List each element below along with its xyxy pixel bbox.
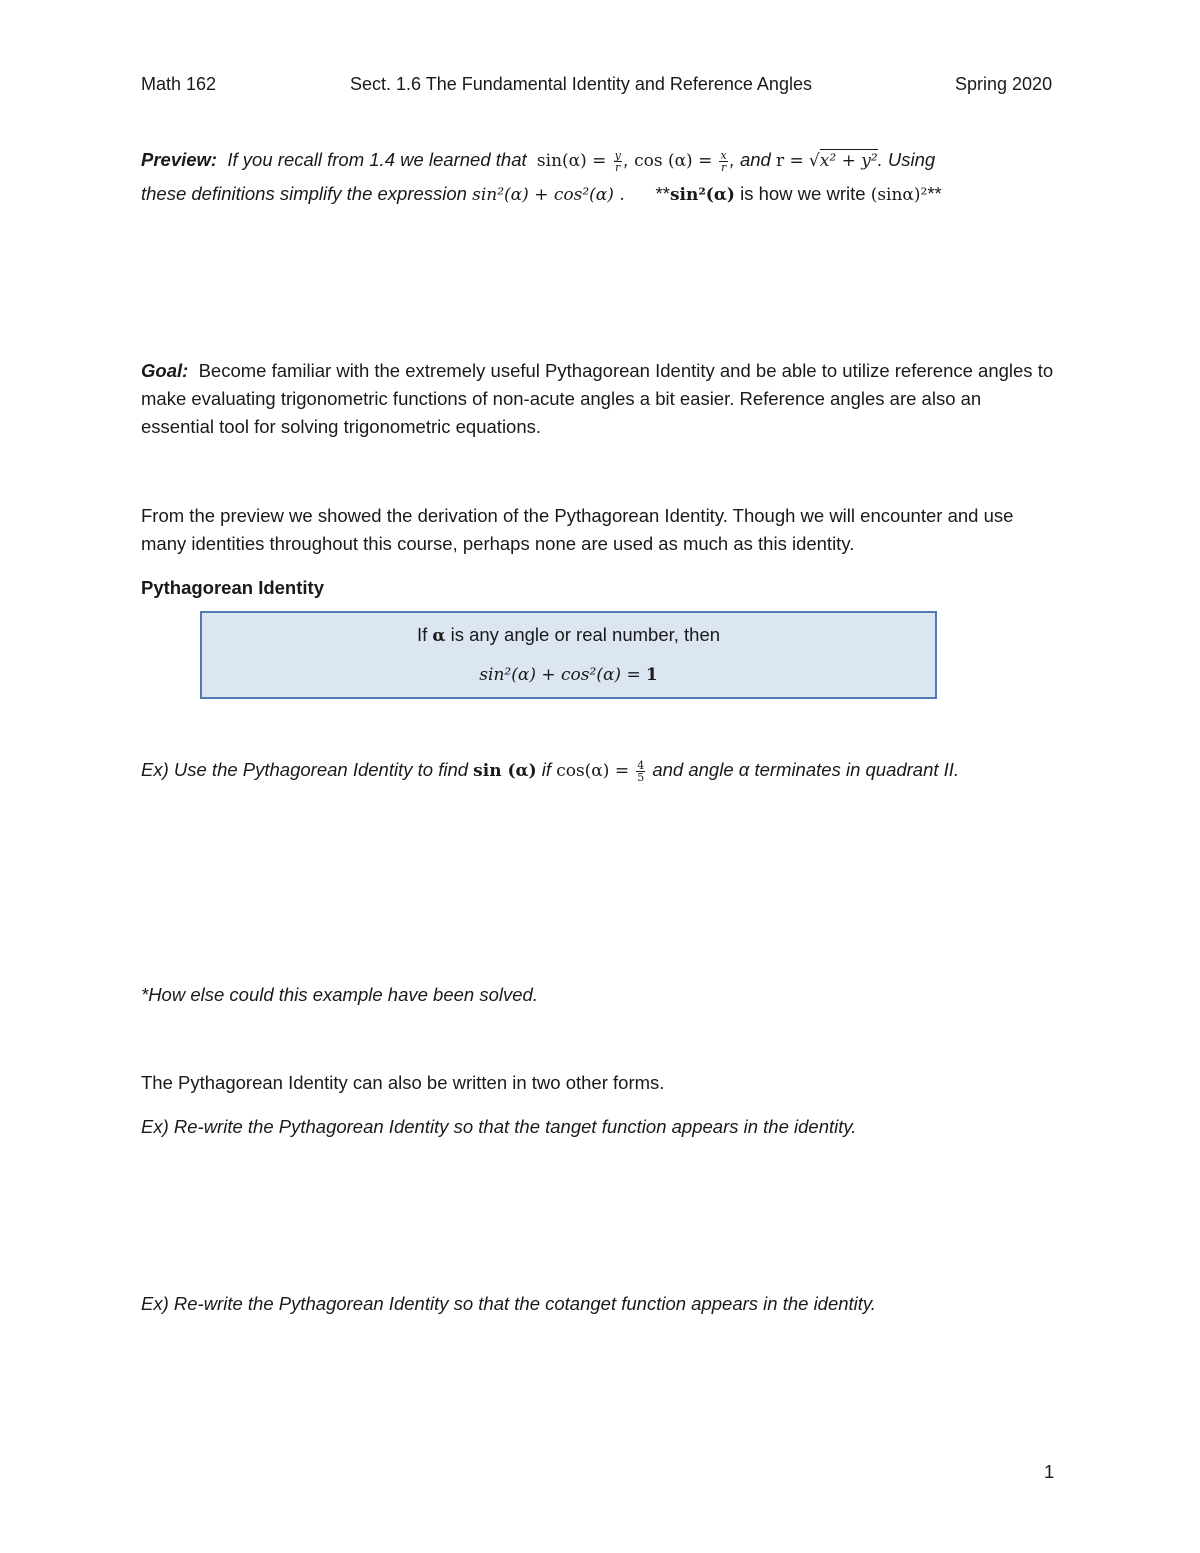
sin-definition: sin(α) = [536, 151, 607, 171]
example-1-post: and angle α terminates in quadrant II. [652, 759, 960, 780]
preview-expression: sin²(α) + cos²(α) . [472, 185, 625, 205]
identity-formula: sin²(α) + cos²(α) = [479, 665, 641, 685]
goal-paragraph [141, 357, 1056, 441]
identity-box-line-1 [202, 621, 935, 650]
r-definition: r = [776, 151, 804, 171]
preview-line-1 [141, 146, 1071, 175]
identity-alpha: α [432, 626, 446, 646]
preview-line2-text: these definitions simplify the expression [141, 183, 467, 204]
identity-if: If [416, 624, 428, 645]
identity-heading: Pythagorean Identity [141, 577, 324, 598]
fraction-4-over-5: $\frac{4}{5}$ [637, 758, 645, 784]
preview-intro: If you recall from 1.4 we learned that [227, 149, 527, 170]
fraction-x-over-r: $\frac{x}{r}$ [720, 148, 727, 174]
preview-note-prefix: ** [655, 183, 670, 204]
header-course: Math 162 [141, 74, 217, 94]
cos-definition: cos (α) = [634, 151, 713, 171]
preview-note-mid: is how we write [740, 183, 866, 204]
preview-sep-1: , [623, 149, 629, 170]
identity-condition: is any angle or real number, then [450, 624, 721, 645]
example-1-pre: Ex) Use the Pythagorean Identity to find [141, 759, 469, 780]
preview-using: . Using [877, 149, 936, 170]
header-term: Spring 2020 [955, 74, 1053, 94]
header-section-title: Sect. 1.6 The Fundamental Identity and Reference Angles [350, 74, 812, 94]
goal-label: Goal: [141, 360, 189, 381]
derivation-paragraph: From the preview we showed the derivation of the Pythagorean Identity. Though we will encounter and use many identities throughout this course, perhaps none are used as much as this identity. [141, 505, 1014, 554]
identity-box [200, 611, 937, 699]
other-forms-text: The Pythagorean Identity can also be written in two other forms. [141, 1072, 665, 1093]
preview-note-suffix: ** [927, 183, 942, 204]
fraction-y-over-r: $\frac{y}{r}$ [614, 148, 621, 174]
example-1-cos: cos(α) = [556, 761, 630, 781]
example-1-if: if [541, 759, 552, 780]
preview-note-sin: sin²(α) [669, 185, 735, 205]
goal-text: Become familiar with the extremely useful Pythagorean Identity and be able to utilize reference angles to make evaluating trigonometric functions of non-acute angles a bit easier. Reference angles are also an essential tool for solving trigonometric equations. [141, 360, 1054, 437]
identity-one: 1 [645, 665, 658, 685]
example-3: Ex) Re-write the Pythagorean Identity so that the cotanget function appears in the identity. [141, 1293, 876, 1314]
other-solution-note: *How else could this example have been solved. [141, 984, 538, 1005]
page-number: 1 [1044, 1461, 1055, 1482]
sqrt-argument: x² + y² [819, 151, 878, 171]
example-2: Ex) Re-write the Pythagorean Identity so that the tanget function appears in the identity. [141, 1116, 857, 1137]
preview-line-2 [141, 180, 1071, 209]
example-1-sin: sin (α) [473, 761, 537, 781]
example-1 [141, 756, 1071, 785]
preview-label: Preview: [141, 149, 218, 170]
preview-note-expression: (sinα)² [870, 185, 928, 205]
identity-formula-line [202, 660, 935, 689]
preview-sep-2: , and [729, 149, 771, 170]
sqrt-sign: √ [808, 151, 820, 171]
